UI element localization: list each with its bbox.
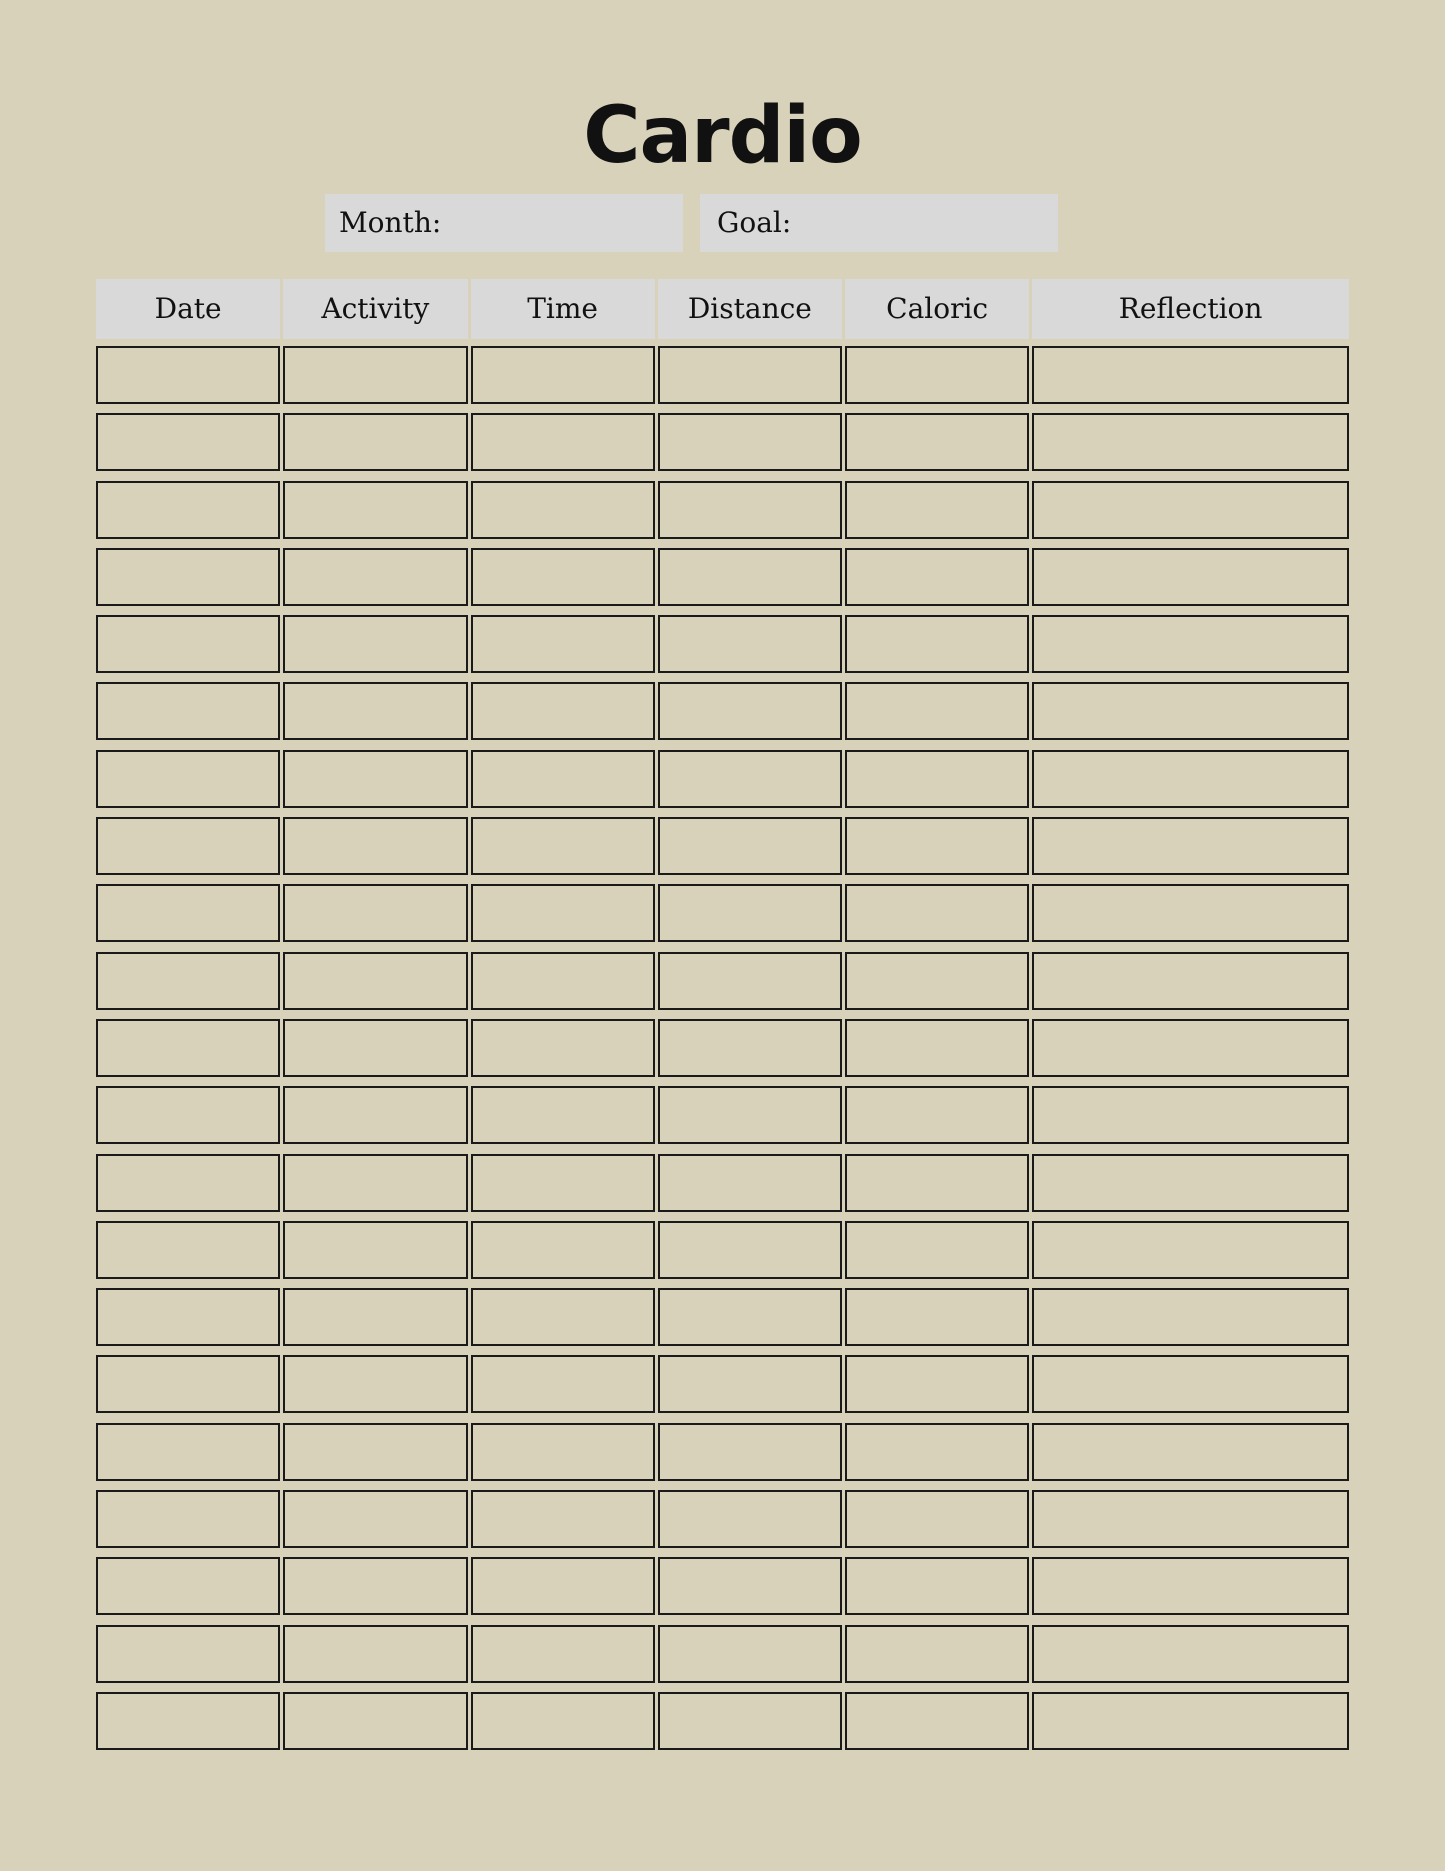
time-cell[interactable]: [471, 1221, 655, 1279]
date-cell[interactable]: [96, 615, 280, 673]
reflection-cell[interactable]: [1032, 1086, 1349, 1144]
date-cell[interactable]: [96, 1625, 280, 1683]
distance-cell[interactable]: [658, 817, 842, 875]
reflection-cell[interactable]: [1032, 884, 1349, 942]
table-row: [96, 1221, 1349, 1279]
header-activity: Activity: [283, 279, 467, 339]
date-cell[interactable]: [96, 1086, 280, 1144]
table-row: [96, 1355, 1349, 1413]
page-title: Cardio: [583, 91, 862, 181]
time-cell[interactable]: [471, 481, 655, 539]
distance-cell[interactable]: [658, 1086, 842, 1144]
distance-cell[interactable]: [658, 1019, 842, 1077]
activity-cell[interactable]: [283, 1423, 467, 1481]
date-cell[interactable]: [96, 1019, 280, 1077]
distance-cell[interactable]: [658, 884, 842, 942]
time-cell[interactable]: [471, 1154, 655, 1212]
caloric-cell[interactable]: [845, 1288, 1029, 1346]
table-row: [96, 346, 1349, 404]
table-row: [96, 1154, 1349, 1212]
reflection-cell[interactable]: [1032, 481, 1349, 539]
time-cell[interactable]: [471, 1557, 655, 1615]
time-cell[interactable]: [471, 817, 655, 875]
activity-cell[interactable]: [283, 817, 467, 875]
time-cell[interactable]: [471, 548, 655, 606]
time-cell[interactable]: [471, 952, 655, 1010]
reflection-cell[interactable]: [1032, 548, 1349, 606]
activity-cell[interactable]: [283, 413, 467, 471]
table-row: [96, 1692, 1349, 1750]
date-cell[interactable]: [96, 548, 280, 606]
table-row: [96, 1423, 1349, 1481]
time-cell[interactable]: [471, 1423, 655, 1481]
time-cell[interactable]: [471, 1019, 655, 1077]
table-row: [96, 817, 1349, 875]
activity-cell[interactable]: [283, 1086, 467, 1144]
distance-cell[interactable]: [658, 1625, 842, 1683]
activity-cell[interactable]: [283, 682, 467, 740]
activity-cell[interactable]: [283, 1355, 467, 1413]
reflection-cell[interactable]: [1032, 750, 1349, 808]
activity-cell[interactable]: [283, 1625, 467, 1683]
table-row: [96, 1019, 1349, 1077]
table-header-row: [96, 279, 1349, 339]
reflection-cell[interactable]: [1032, 1154, 1349, 1212]
distance-cell[interactable]: [658, 1692, 842, 1750]
table-row: [96, 481, 1349, 539]
distance-cell[interactable]: [658, 615, 842, 673]
activity-cell[interactable]: [283, 884, 467, 942]
reflection-cell[interactable]: [1032, 1625, 1349, 1683]
table-row: [96, 413, 1349, 471]
activity-cell[interactable]: [283, 750, 467, 808]
caloric-cell[interactable]: [845, 682, 1029, 740]
time-cell[interactable]: [471, 1355, 655, 1413]
date-cell[interactable]: [96, 1154, 280, 1212]
distance-cell[interactable]: [658, 682, 842, 740]
header-time: Time: [471, 279, 655, 339]
caloric-cell[interactable]: [845, 1557, 1029, 1615]
date-cell[interactable]: [96, 682, 280, 740]
month-label: Month:: [339, 206, 442, 239]
caloric-cell[interactable]: [845, 884, 1029, 942]
activity-cell[interactable]: [283, 548, 467, 606]
activity-cell[interactable]: [283, 1692, 467, 1750]
activity-cell[interactable]: [283, 1288, 467, 1346]
caloric-cell[interactable]: [845, 1221, 1029, 1279]
distance-cell[interactable]: [658, 1490, 842, 1548]
caloric-cell[interactable]: [845, 1086, 1029, 1144]
activity-cell[interactable]: [283, 1490, 467, 1548]
distance-cell[interactable]: [658, 548, 842, 606]
reflection-cell[interactable]: [1032, 1019, 1349, 1077]
caloric-cell[interactable]: [845, 1625, 1029, 1683]
activity-cell[interactable]: [283, 615, 467, 673]
date-cell[interactable]: [96, 1692, 280, 1750]
caloric-cell[interactable]: [845, 750, 1029, 808]
table-row: [96, 952, 1349, 1010]
distance-cell[interactable]: [658, 1423, 842, 1481]
date-cell[interactable]: [96, 952, 280, 1010]
time-cell[interactable]: [471, 750, 655, 808]
date-cell[interactable]: [96, 1221, 280, 1279]
reflection-cell[interactable]: [1032, 1288, 1349, 1346]
caloric-cell[interactable]: [845, 817, 1029, 875]
reflection-cell[interactable]: [1032, 1221, 1349, 1279]
time-cell[interactable]: [471, 1490, 655, 1548]
distance-cell[interactable]: [658, 1557, 842, 1615]
date-cell[interactable]: [96, 1355, 280, 1413]
table-row: [96, 1557, 1349, 1615]
activity-cell[interactable]: [283, 346, 467, 404]
caloric-cell[interactable]: [845, 481, 1029, 539]
table-row: [96, 682, 1349, 740]
cardio-log-table: [96, 279, 1349, 1759]
reflection-cell[interactable]: [1032, 1557, 1349, 1615]
table-row: [96, 1625, 1349, 1683]
date-cell[interactable]: [96, 1288, 280, 1346]
time-cell[interactable]: [471, 1625, 655, 1683]
distance-cell[interactable]: [658, 1288, 842, 1346]
table-row: [96, 1086, 1349, 1144]
caloric-cell[interactable]: [845, 615, 1029, 673]
time-cell[interactable]: [471, 413, 655, 471]
goal-label: Goal:: [717, 206, 792, 239]
distance-cell[interactable]: [658, 413, 842, 471]
distance-cell[interactable]: [658, 750, 842, 808]
caloric-cell[interactable]: [845, 1423, 1029, 1481]
activity-cell[interactable]: [283, 1019, 467, 1077]
reflection-cell[interactable]: [1032, 346, 1349, 404]
time-cell[interactable]: [471, 682, 655, 740]
caloric-cell[interactable]: [845, 1692, 1029, 1750]
date-cell[interactable]: [96, 1490, 280, 1548]
date-cell[interactable]: [96, 750, 280, 808]
distance-cell[interactable]: [658, 346, 842, 404]
reflection-cell[interactable]: [1032, 413, 1349, 471]
table-body: [96, 346, 1349, 1750]
date-cell[interactable]: [96, 346, 280, 404]
reflection-cell[interactable]: [1032, 952, 1349, 1010]
time-cell[interactable]: [471, 346, 655, 404]
distance-cell[interactable]: [658, 1154, 842, 1212]
caloric-cell[interactable]: [845, 548, 1029, 606]
time-cell[interactable]: [471, 1086, 655, 1144]
caloric-cell[interactable]: [845, 1355, 1029, 1413]
table-row: [96, 548, 1349, 606]
reflection-cell[interactable]: [1032, 682, 1349, 740]
activity-cell[interactable]: [283, 1557, 467, 1615]
caloric-cell[interactable]: [845, 1154, 1029, 1212]
activity-cell[interactable]: [283, 1221, 467, 1279]
time-cell[interactable]: [471, 1288, 655, 1346]
date-cell[interactable]: [96, 884, 280, 942]
date-cell[interactable]: [96, 817, 280, 875]
goal-field[interactable]: [700, 194, 1058, 252]
date-cell[interactable]: [96, 1557, 280, 1615]
caloric-cell[interactable]: [845, 346, 1029, 404]
table-row: [96, 884, 1349, 942]
table-row: [96, 615, 1349, 673]
distance-cell[interactable]: [658, 1355, 842, 1413]
distance-cell[interactable]: [658, 1221, 842, 1279]
table-row: [96, 1490, 1349, 1548]
reflection-cell[interactable]: [1032, 1355, 1349, 1413]
distance-cell[interactable]: [658, 481, 842, 539]
reflection-cell[interactable]: [1032, 1692, 1349, 1750]
header-distance: Distance: [658, 279, 842, 339]
activity-cell[interactable]: [283, 952, 467, 1010]
reflection-cell[interactable]: [1032, 615, 1349, 673]
header-date: Date: [96, 279, 280, 339]
header-caloric: Caloric: [845, 279, 1029, 339]
reflection-cell[interactable]: [1032, 1423, 1349, 1481]
caloric-cell[interactable]: [845, 952, 1029, 1010]
reflection-cell[interactable]: [1032, 1490, 1349, 1548]
header-reflection: Reflection: [1032, 279, 1349, 339]
distance-cell[interactable]: [658, 952, 842, 1010]
caloric-cell[interactable]: [845, 1490, 1029, 1548]
table-row: [96, 750, 1349, 808]
caloric-cell[interactable]: [845, 413, 1029, 471]
time-cell[interactable]: [471, 615, 655, 673]
time-cell[interactable]: [471, 884, 655, 942]
activity-cell[interactable]: [283, 481, 467, 539]
reflection-cell[interactable]: [1032, 817, 1349, 875]
activity-cell[interactable]: [283, 1154, 467, 1212]
time-cell[interactable]: [471, 1692, 655, 1750]
caloric-cell[interactable]: [845, 1019, 1029, 1077]
date-cell[interactable]: [96, 481, 280, 539]
month-field[interactable]: [325, 194, 683, 252]
date-cell[interactable]: [96, 413, 280, 471]
date-cell[interactable]: [96, 1423, 280, 1481]
table-row: [96, 1288, 1349, 1346]
